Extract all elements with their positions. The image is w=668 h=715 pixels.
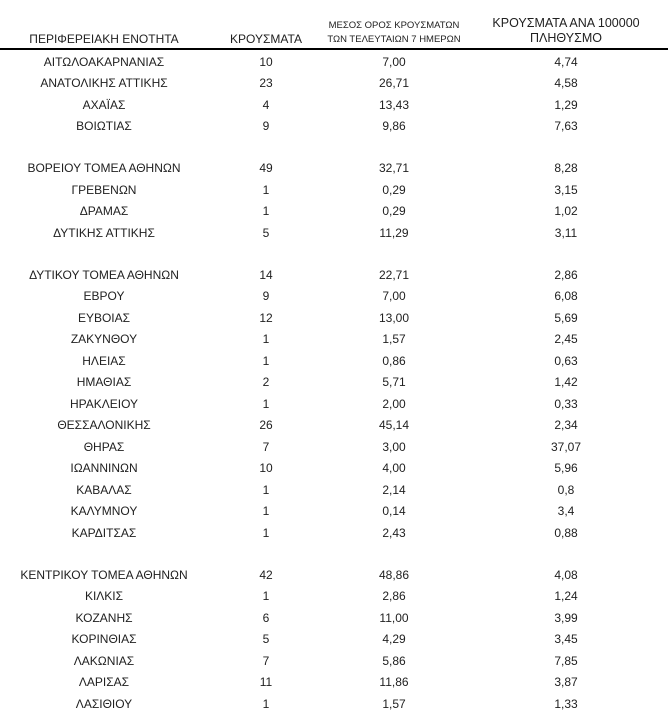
cases-cell: 1: [262, 353, 270, 368]
avg7-cell: 5,71: [382, 375, 406, 390]
region-cell: ΗΡΑΚΛΕΙΟΥ: [69, 396, 139, 411]
per100k-cell: 1,29: [554, 97, 578, 112]
per100k-cell: 0,33: [554, 396, 578, 411]
table-row: [0, 415, 668, 437]
table-row: [0, 458, 668, 480]
avg7-cell: 7,00: [382, 289, 406, 304]
avg7-cell: 2,14: [382, 482, 406, 497]
table-row: [0, 307, 668, 329]
avg7-cell: 1,57: [382, 332, 406, 347]
table-row: [0, 522, 668, 544]
per100k-cell: 7,85: [554, 653, 578, 668]
cases-cell: 23: [259, 76, 273, 91]
region-cell: ΖΑΚΥΝΘΟΥ: [70, 332, 138, 347]
region-cell: ΛΑΡΙΣΑΣ: [78, 675, 130, 690]
per100k-cell: 4,58: [554, 76, 578, 91]
per100k-cell: 7,63: [554, 119, 578, 134]
cases-cell: 4: [262, 97, 270, 112]
cases-cell: 1: [262, 525, 270, 540]
per100k-cell: 1,33: [554, 696, 578, 711]
header-region: [0, 33, 208, 46]
region-cell: ΑΧΑΪΑΣ: [82, 97, 126, 112]
avg7-cell: 0,14: [382, 504, 406, 519]
avg7-cell: 11,29: [379, 225, 409, 240]
header-per100k: [464, 16, 668, 46]
avg7-cell: 32,71: [378, 161, 410, 176]
table-row: [0, 51, 668, 73]
cases-cell: 6: [262, 610, 270, 625]
per100k-cell: 3,4: [557, 504, 575, 519]
header-cases: [208, 33, 324, 46]
cases-cell: 7: [262, 439, 270, 454]
table-row: [0, 479, 668, 501]
per100k-cell: 8,28: [554, 161, 578, 176]
avg7-cell: 1,57: [382, 696, 406, 711]
region-cell: ΚΙΛΚΙΣ: [84, 589, 124, 604]
table-row: [0, 672, 668, 694]
region-cell: ΔΡΑΜΑΣ: [79, 204, 129, 219]
table-row: [0, 179, 668, 201]
per100k-cell: 0,8: [557, 482, 575, 497]
cases-cell: 11: [259, 675, 273, 690]
table-row: [0, 501, 668, 523]
region-cell: ΓΡΕΒΕΝΩΝ: [71, 182, 137, 197]
cases-cell: 1: [262, 332, 270, 347]
region-cell: ΚΑΡΔΙΤΣΑΣ: [71, 525, 137, 540]
table-row: [0, 586, 668, 608]
cases-cell: 1: [262, 204, 270, 219]
cases-cell: 1: [262, 696, 270, 711]
table-body: [0, 50, 668, 715]
header-per100k-line2: ΠΛΗΘΥΣΜΟ: [530, 31, 602, 45]
table-row: [0, 73, 668, 95]
table-row: [0, 158, 668, 180]
cases-cell: 26: [259, 418, 273, 433]
cases-cell: 1: [262, 504, 270, 519]
per100k-cell: 6,08: [554, 289, 578, 304]
avg7-cell: 48,86: [378, 567, 410, 582]
region-cell: ΒΟΙΩΤΙΑΣ: [76, 119, 132, 134]
per100k-cell: 4,08: [554, 567, 578, 582]
table-row: [0, 607, 668, 629]
table-row: [0, 372, 668, 394]
table-row: [0, 264, 668, 286]
avg7-cell: 7,00: [382, 54, 406, 69]
cases-cell: 1: [262, 182, 270, 197]
header-per100k-line1: ΚΡΟΥΣΜΑΤΑ ΑΝΑ 100000: [492, 16, 640, 30]
table-row: [0, 116, 668, 138]
avg7-cell: 13,00: [378, 310, 410, 325]
region-cell: ΗΜΑΘΙΑΣ: [76, 375, 132, 390]
cases-cell: 14: [259, 267, 273, 282]
table-row: [0, 201, 668, 223]
per100k-cell: 0,88: [554, 525, 578, 540]
region-cell: ΔΥΤΙΚΟΥ ΤΟΜΕΑ ΑΘΗΝΩΝ: [29, 267, 179, 282]
region-cell: ΚΑΒΑΛΑΣ: [76, 482, 132, 497]
avg7-cell: 3,00: [382, 439, 406, 454]
per100k-cell: 2,86: [554, 267, 578, 282]
header-avg7-line1: ΜΕΣΟΣ ΟΡΟΣ ΚΡΟΥΣΜΑΤΩΝ: [328, 20, 460, 32]
table-row: [0, 393, 668, 415]
per100k-cell: 3,45: [554, 632, 578, 647]
per100k-cell: 2,34: [554, 418, 578, 433]
per100k-cell: 2,45: [554, 332, 578, 347]
per100k-cell: 3,99: [554, 610, 578, 625]
avg7-cell: 0,29: [382, 182, 406, 197]
avg7-cell: 2,00: [382, 396, 406, 411]
avg7-cell: 0,86: [382, 353, 406, 368]
region-cell: ΑΙΤΩΛΟΑΚΑΡΝΑΝΙΑΣ: [43, 54, 165, 69]
per100k-cell: 5,96: [554, 461, 578, 476]
avg7-cell: 9,86: [382, 119, 406, 134]
table-row: [0, 222, 668, 244]
region-cell: ΘΗΡΑΣ: [83, 439, 125, 454]
cases-cell: 1: [262, 396, 270, 411]
avg7-cell: 13,43: [378, 97, 410, 112]
region-cell: ΛΑΣΙΘΙΟΥ: [75, 696, 133, 711]
cases-cell: 49: [259, 161, 273, 176]
avg7-cell: 0,29: [382, 204, 406, 219]
avg7-cell: 26,71: [378, 76, 410, 91]
cases-cell: 10: [259, 54, 273, 69]
cases-cell: 5: [262, 632, 270, 647]
cases-cell: 9: [262, 119, 270, 134]
header-avg7: [324, 19, 464, 46]
cases-cell: 10: [259, 461, 273, 476]
cases-cell: 42: [259, 567, 273, 582]
avg7-cell: 4,29: [382, 632, 406, 647]
region-cell: ΙΩΑΝΝΙΝΩΝ: [70, 461, 138, 476]
per100k-cell: 3,15: [554, 182, 578, 197]
avg7-cell: 22,71: [378, 267, 410, 282]
avg7-cell: 11,00: [379, 610, 409, 625]
cases-cell: 9: [262, 289, 270, 304]
avg7-cell: 5,86: [382, 653, 406, 668]
region-cell: ΚΑΛΥΜΝΟΥ: [70, 504, 138, 519]
table-row: [0, 436, 668, 458]
region-cell: ΕΒΡΟΥ: [83, 289, 125, 304]
region-cell: ΚΕΝΤΡΙΚΟΥ ΤΟΜΕΑ ΑΘΗΝΩΝ: [20, 567, 188, 582]
per100k-cell: 3,11: [554, 225, 578, 240]
cases-cell: 12: [259, 310, 273, 325]
region-cell: ΔΥΤΙΚΗΣ ΑΤΤΙΚΗΣ: [53, 225, 155, 240]
per100k-cell: 5,69: [554, 310, 578, 325]
table-header-row: [0, 0, 668, 50]
table-row: [0, 564, 668, 586]
region-cell: ΛΑΚΩΝΙΑΣ: [73, 653, 135, 668]
region-cell: ΚΟΡΙΝΘΙΑΣ: [71, 632, 137, 647]
per100k-cell: 4,74: [554, 54, 578, 69]
cases-cell: 7: [262, 653, 270, 668]
avg7-cell: 11,86: [379, 675, 409, 690]
header-region-label: ΠΕΡΙΦΕΡΕΙΑΚΗ ΕΝΟΤΗΤΑ: [29, 31, 179, 46]
table-row: [0, 329, 668, 351]
per100k-cell: 1,42: [554, 375, 578, 390]
per100k-cell: 37,07: [550, 439, 582, 454]
header-avg7-line2: ΤΩΝ ΤΕΛΕΥΤΑΙΩΝ 7 ΗΜΕΡΩΝ: [327, 33, 461, 45]
table-row: [0, 650, 668, 672]
avg7-cell: 2,43: [382, 525, 406, 540]
cases-cell: 1: [262, 482, 270, 497]
table-row: [0, 693, 668, 715]
avg7-cell: 2,86: [382, 589, 406, 604]
avg7-cell: 45,14: [378, 418, 410, 433]
table-row: [0, 629, 668, 651]
cases-cell: 5: [262, 225, 270, 240]
per100k-cell: 1,24: [554, 589, 578, 604]
table-row: [0, 286, 668, 308]
avg7-cell: 4,00: [382, 461, 406, 476]
cases-cell: 2: [262, 375, 270, 390]
region-cell: ΒΟΡΕΙΟΥ ΤΟΜΕΑ ΑΘΗΝΩΝ: [27, 161, 181, 176]
per100k-cell: 1,02: [554, 204, 578, 219]
region-cell: ΚΟΖΑΝΗΣ: [75, 610, 133, 625]
header-cases-label: ΚΡΟΥΣΜΑΤΑ: [230, 31, 302, 46]
per100k-cell: 3,87: [554, 675, 578, 690]
region-cell: ΗΛΕΙΑΣ: [82, 353, 126, 368]
region-cell: ΕΥΒΟΙΑΣ: [77, 310, 131, 325]
cases-cell: 1: [262, 589, 270, 604]
table-row: [0, 350, 668, 372]
table-row: [0, 94, 668, 116]
region-cell: ΑΝΑΤΟΛΙΚΗΣ ΑΤΤΙΚΗΣ: [40, 76, 168, 91]
region-cell: ΘΕΣΣΑΛΟΝΙΚΗΣ: [57, 418, 151, 433]
per100k-cell: 0,63: [554, 353, 578, 368]
